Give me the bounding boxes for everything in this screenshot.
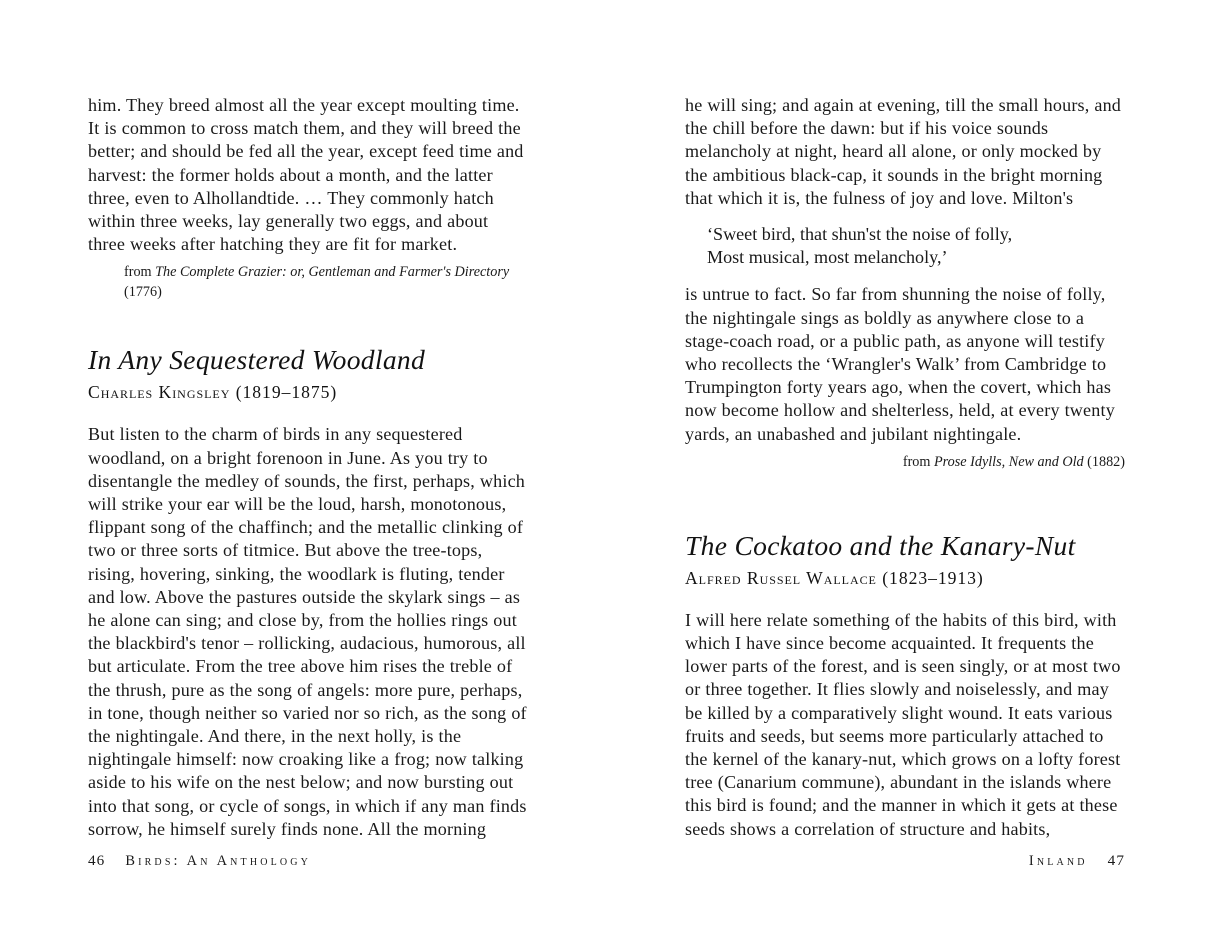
paragraph-text-part2: ), abundant in the islands where this bird is found; and the manner in which it gets at these seeds shows a correlation of structure and habits,	[685, 772, 1118, 839]
spacer	[685, 210, 1125, 223]
species-name: Canarium commune	[723, 772, 875, 793]
continued-paragraph: him. They breed almost all the year except moulting time. It is common to cross match them, and they will breed the better; and should be fed all the year, except feed time and harvest: the former holds about a month, and the latter three, even to Alhollandtide. … They commonly hatch within three weeks, lay generally two eggs, and about three weeks after hatching they are fit for market.	[88, 95, 524, 255]
spacer	[88, 302, 530, 344]
attribution-title: Prose Idylls, New and Old	[934, 453, 1084, 470]
page-recto	[607, 0, 1214, 932]
verso-text-column	[88, 94, 530, 841]
verse-line: Most musical, most melancholy,’	[707, 247, 948, 268]
attribution-year: (1776)	[124, 284, 162, 301]
running-head: Inland	[1028, 853, 1088, 869]
footer-recto	[607, 852, 1214, 932]
verse-line: ‘Sweet bird, that shun'st the noise of folly,	[707, 224, 1013, 245]
spacer	[685, 269, 1125, 283]
source-attribution	[685, 452, 1125, 472]
source-attribution	[88, 262, 530, 302]
piece-body-paragraph: But listen to the charm of birds in any sequestered woodland, on a bright forenoon in June. As you try to disentangle the medley of sounds, the first, perhaps, which will strike your ear will be the loud, harsh, monotonous, flippant song of the chaffinch; and the metallic clinking of two or three sorts of titmice. But above the tree-tops, rising, hovering, sinking, the woodlark is fluting, tender and low. Above the pastures outside the skylark sings – as he alone can sing; and close by, from the hollies rings out the blackbird's tenor – rollicking, audacious, humorous, all but articulate. From the tree above him rises the treble of the thrush, pure as the song of angels: more pure, perhaps, in tone, though neither so varied nor so rich, as the song of the nightingale. And there, in the next holly, is the nightingale himself: now croaking like a frog; now talking aside to his wife on the nest below; and now bursting out into that song, or cycle of songs, in which if any man finds sorrow, he himself surely finds none. All the morning	[88, 424, 527, 839]
paragraph-text-part1: I will here relate something of the habits of this bird, with which I have since become acquainted. It frequents the lower parts of the forest, and is seen singly, or at most two or three together. It flies slowly and noiselessly, and may be killed by a comparatively slight wound. It eats various fruits and seeds, but seems more particularly attached to the kernel of the kanary-nut, which grows on a lofty forest tree (	[685, 609, 1121, 793]
after-verse-paragraph: is untrue to fact. So far from shunning the noise of folly, the nightingale sings as boldly as anywhere close to a stage-coach road, or a public path, as anyone will testify who recollects the ‘Wrangler's Walk’ from Cambridge to Trumpington forty years ago, when the covert, which has now become hollow and shelterless, held, at every twenty yards, an unabashed and jubilant nightingale.	[685, 284, 1115, 444]
footer-verso	[0, 852, 607, 932]
attribution-year: (1882)	[1087, 453, 1125, 470]
spacer	[685, 589, 1125, 609]
running-head: Birds: An Anthology	[125, 853, 312, 869]
attribution-prefix: from	[124, 264, 152, 281]
folio-number: 47	[1107, 852, 1125, 869]
author-byline: Charles Kingsley (1819–1875)	[88, 382, 338, 403]
spacer	[88, 403, 530, 423]
piece-body-paragraph	[685, 609, 1125, 841]
verse-quotation	[685, 223, 1125, 269]
folio-number: 46	[88, 852, 106, 869]
continued-paragraph: he will sing; and again at evening, till the small hours, and the chill before the dawn: but if his voice sounds melancholy at night, heard all alone, or only mocked by the ambitious black-cap, it sounds in the bright morning that which it is, the fulness of joy and love. Milton's	[685, 95, 1122, 208]
page-title: In Any Sequestered Woodland	[88, 344, 426, 376]
spacer	[685, 472, 1125, 530]
recto-text-column	[685, 94, 1125, 841]
author-byline: Alfred Russel Wallace (1823–1913)	[685, 567, 984, 588]
attribution-prefix: from	[902, 453, 931, 470]
page-title: The Cockatoo and the Kanary-Nut	[685, 529, 1076, 561]
attribution-title: The Complete Grazier: or, Gentleman and Farmer's Directory	[155, 264, 510, 281]
